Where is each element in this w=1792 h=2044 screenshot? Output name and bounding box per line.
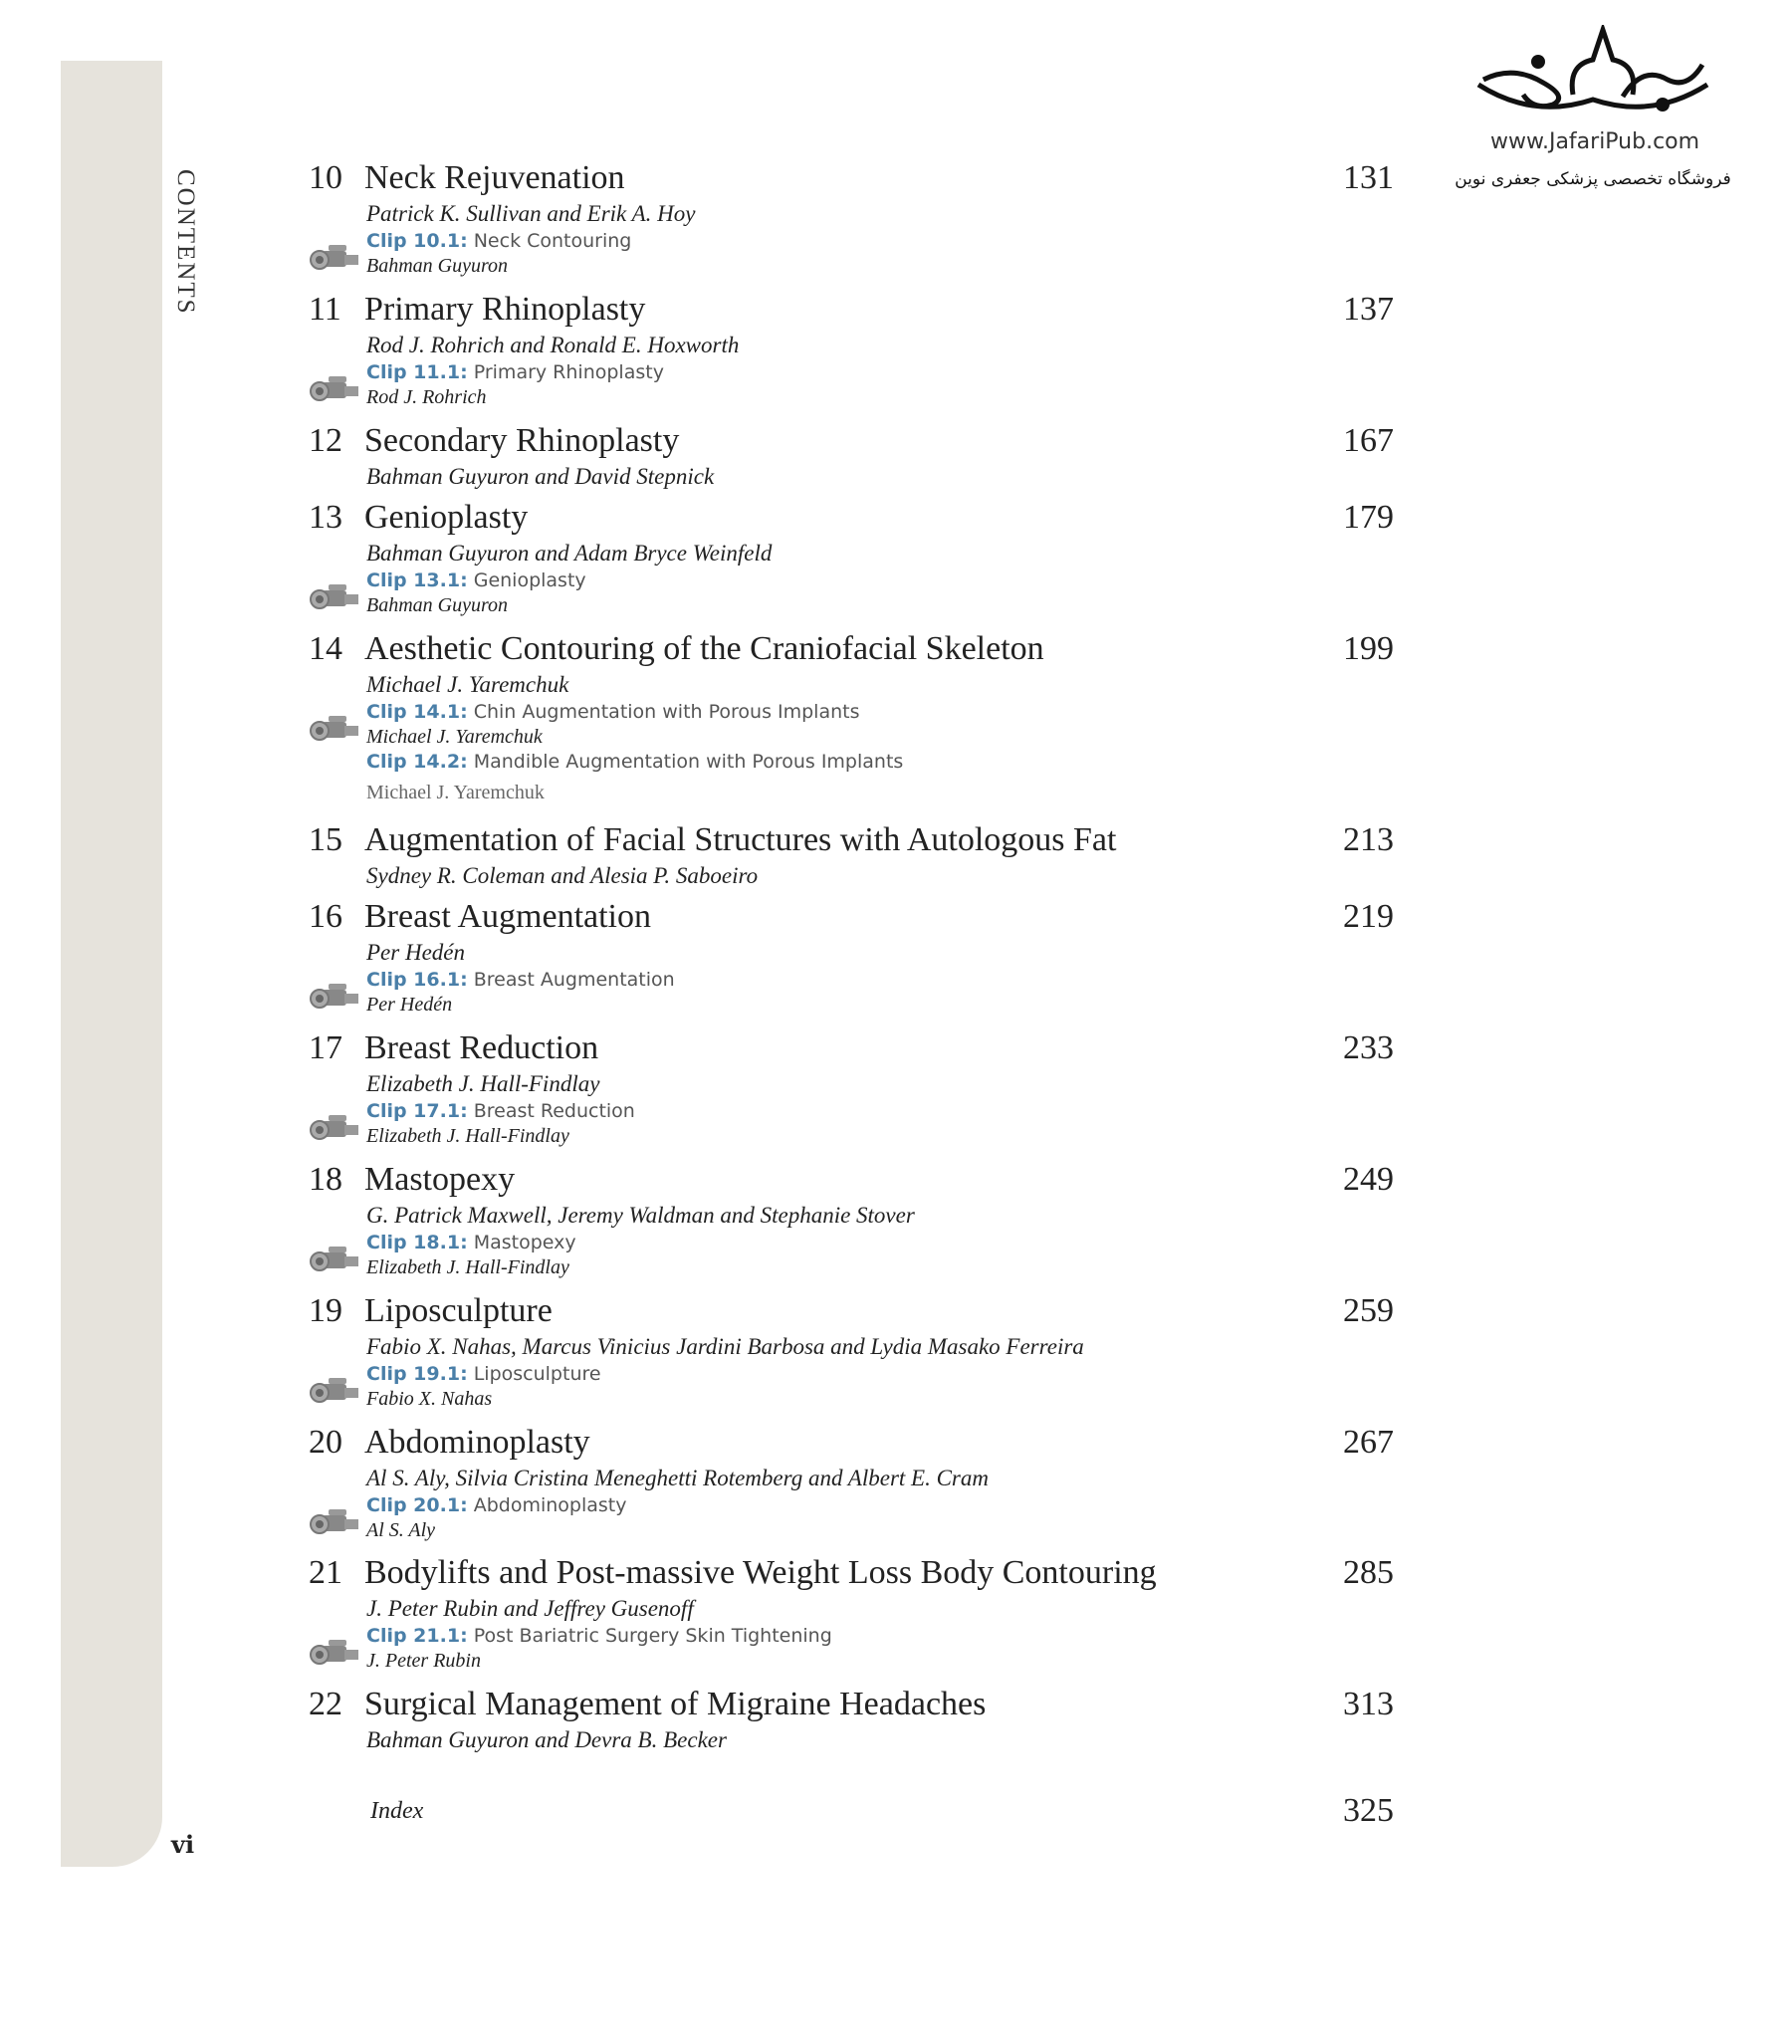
- video-camera-icon: [309, 1113, 360, 1143]
- chapter-number: 19: [309, 1292, 342, 1329]
- chapter-number: 14: [309, 630, 342, 667]
- chapter-authors: Elizabeth J. Hall-Findlay: [366, 1071, 600, 1096]
- chapter-page: 213: [1343, 821, 1394, 858]
- chapter-page: 259: [1343, 1292, 1394, 1329]
- chapter-title: Neck Rejuvenation: [364, 159, 625, 196]
- index-label: Index: [370, 1798, 424, 1824]
- chapter-authors: Sydney R. Coleman and Alesia P. Saboeiro: [366, 863, 759, 888]
- chapter-authors: Bahman Guyuron and Adam Bryce Weinfeld: [366, 541, 773, 566]
- video-camera-icon: [309, 243, 360, 273]
- toc-entry[interactable]: [309, 422, 1394, 492]
- video-clip[interactable]: [366, 968, 1394, 1018]
- chapter-page: 179: [1343, 499, 1394, 536]
- chapter-number: 12: [309, 422, 342, 459]
- video-clip[interactable]: [366, 1624, 1394, 1674]
- clip-title: Breast Augmentation: [473, 969, 675, 991]
- chapter-title: Surgical Management of Migraine Headaches: [364, 1686, 987, 1722]
- publisher-logo: [1473, 25, 1712, 124]
- chapter-authors: Michael J. Yaremchuk: [366, 672, 569, 697]
- video-camera-icon: [309, 582, 360, 612]
- clip-title: Breast Reduction: [473, 1100, 635, 1122]
- chapter-page: 131: [1343, 159, 1394, 196]
- clip-author: Bahman Guyuron: [366, 594, 509, 616]
- video-clip[interactable]: [366, 1099, 1394, 1149]
- video-clip[interactable]: [366, 229, 1394, 279]
- clip-id: Clip 18.1:: [366, 1232, 468, 1253]
- toc-entry[interactable]: [309, 1554, 1394, 1674]
- chapter-number: 20: [309, 1424, 342, 1461]
- clip-id: Clip 20.1:: [366, 1494, 468, 1516]
- chapter-number: 13: [309, 499, 342, 536]
- toc-entry[interactable]: [309, 1292, 1394, 1412]
- page-folio: vi: [171, 1830, 195, 1859]
- video-clip[interactable]: [366, 1231, 1394, 1280]
- clip-author: Elizabeth J. Hall-Findlay: [366, 1256, 569, 1278]
- chapter-authors: Al S. Aly, Silvia Cristina Meneghetti Rotemberg and Albert E. Cram: [366, 1466, 989, 1490]
- chapter-page: 137: [1343, 291, 1394, 328]
- chapter-title: Breast Augmentation: [364, 898, 652, 935]
- toc-entry[interactable]: [309, 630, 1394, 805]
- clip-id: Clip 17.1:: [366, 1100, 468, 1122]
- chapter-authors: Bahman Guyuron and Devra B. Becker: [366, 1727, 727, 1752]
- chapter-page: 233: [1343, 1029, 1394, 1066]
- video-camera-icon: [309, 1245, 360, 1274]
- clip-author: Al S. Aly: [366, 1519, 436, 1541]
- clip-author: Bahman Guyuron: [366, 255, 509, 277]
- chapter-number: 16: [309, 898, 342, 935]
- chapter-number: 11: [309, 291, 341, 328]
- clip-author: Michael J. Yaremchuk: [366, 726, 543, 748]
- chapter-authors: Bahman Guyuron and David Stepnick: [366, 464, 715, 489]
- video-camera-icon: [309, 714, 360, 744]
- chapter-title: Primary Rhinoplasty: [364, 291, 646, 328]
- toc-entry[interactable]: [309, 499, 1394, 618]
- publisher-tagline: فروشگاه تخصصی پزشکی جعفری نوین: [1455, 169, 1731, 189]
- chapter-number: 10: [309, 159, 342, 196]
- clip-author: Per Hedén: [366, 994, 453, 1016]
- chapter-page: 219: [1343, 898, 1394, 935]
- video-camera-icon: [309, 1507, 360, 1537]
- clip-id: Clip 10.1:: [366, 230, 468, 252]
- clip-id: Clip 14.1:: [366, 701, 468, 723]
- chapter-number: 17: [309, 1029, 342, 1066]
- toc-entry[interactable]: [309, 159, 1394, 279]
- clip-id: Clip 16.1:: [366, 969, 468, 991]
- chapter-page: 285: [1343, 1554, 1394, 1591]
- clip-title: Primary Rhinoplasty: [473, 361, 664, 383]
- chapter-number: 22: [309, 1686, 342, 1722]
- video-clip[interactable]: [366, 360, 1394, 410]
- chapter-number: 15: [309, 821, 342, 858]
- video-clip[interactable]: [366, 1493, 1394, 1543]
- chapter-page: 313: [1343, 1686, 1394, 1722]
- clip-id: Clip 14.2:: [366, 751, 468, 773]
- chapter-authors: Fabio X. Nahas, Marcus Vinicius Jardini Barbosa and Lydia Masako Ferreira: [366, 1334, 1084, 1359]
- publisher-url[interactable]: www.JafariPub.com: [1490, 129, 1700, 154]
- chapter-number: 21: [309, 1554, 342, 1591]
- clip-id: Clip 11.1:: [366, 361, 468, 383]
- sidebar-band: [61, 61, 162, 1867]
- clip-title: Mandible Augmentation with Porous Implants: [473, 751, 904, 773]
- clip-title: Mastopexy: [473, 1232, 576, 1253]
- chapter-page: 167: [1343, 422, 1394, 459]
- clip-id: Clip 21.1:: [366, 1625, 468, 1647]
- toc-index-entry[interactable]: [309, 1792, 1394, 1832]
- clip-title: Liposculpture: [473, 1363, 601, 1385]
- toc-entry[interactable]: [309, 898, 1394, 1018]
- clip-id: Clip 13.1:: [366, 569, 468, 591]
- clip-title: Genioplasty: [473, 569, 586, 591]
- chapter-title: Secondary Rhinoplasty: [364, 422, 680, 459]
- chapter-title: Bodylifts and Post-massive Weight Loss Body Contouring: [364, 1554, 1157, 1591]
- video-camera-icon: [309, 1376, 360, 1406]
- chapter-page: 267: [1343, 1424, 1394, 1461]
- video-clip[interactable]: [366, 750, 1394, 805]
- clip-author: J. Peter Rubin: [366, 1650, 481, 1672]
- toc-entry[interactable]: [309, 821, 1394, 891]
- toc-entry[interactable]: [309, 1424, 1394, 1543]
- chapter-title: Breast Reduction: [364, 1029, 599, 1066]
- index-page: 325: [1343, 1792, 1394, 1829]
- toc-entry[interactable]: [309, 1686, 1394, 1755]
- chapter-page: 249: [1343, 1161, 1394, 1198]
- clip-author: Fabio X. Nahas: [366, 1388, 493, 1410]
- chapter-title: Mastopexy: [364, 1161, 516, 1198]
- chapter-authors: Per Hedén: [366, 940, 465, 965]
- chapter-title: Abdominoplasty: [364, 1424, 590, 1461]
- clip-author: Rod J. Rohrich: [366, 386, 487, 408]
- video-clip[interactable]: [366, 700, 1394, 750]
- clip-id: Clip 19.1:: [366, 1363, 468, 1385]
- video-clip[interactable]: [366, 568, 1394, 618]
- clip-title: Neck Contouring: [473, 230, 632, 252]
- clip-author: Elizabeth J. Hall-Findlay: [366, 1125, 569, 1147]
- chapter-title: Liposculpture: [364, 1292, 553, 1329]
- clip-title: Chin Augmentation with Porous Implants: [473, 701, 860, 723]
- chapter-title: Aesthetic Contouring of the Craniofacial Skeleton: [364, 630, 1044, 667]
- toc-entry[interactable]: [309, 1029, 1394, 1149]
- video-camera-icon: [309, 374, 360, 404]
- clip-author: Michael J. Yaremchuk: [366, 782, 545, 803]
- clip-title: Abdominoplasty: [473, 1494, 627, 1516]
- chapter-title: Augmentation of Facial Structures with Autologous Fat: [364, 821, 1117, 858]
- video-clip[interactable]: [366, 1362, 1394, 1412]
- chapter-authors: J. Peter Rubin and Jeffrey Gusenoff: [366, 1596, 694, 1621]
- chapter-page: 199: [1343, 630, 1394, 667]
- chapter-title: Genioplasty: [364, 499, 529, 536]
- chapter-number: 18: [309, 1161, 342, 1198]
- toc-entry[interactable]: [309, 1161, 1394, 1280]
- video-camera-icon: [309, 1638, 360, 1668]
- toc-entry[interactable]: [309, 291, 1394, 410]
- video-camera-icon: [309, 982, 360, 1012]
- chapter-authors: Rod J. Rohrich and Ronald E. Hoxworth: [366, 333, 740, 357]
- clip-title: Post Bariatric Surgery Skin Tightening: [473, 1625, 832, 1647]
- chapter-authors: Patrick K. Sullivan and Erik A. Hoy: [366, 201, 696, 226]
- contents-label: CONTENTS: [172, 169, 199, 316]
- chapter-authors: G. Patrick Maxwell, Jeremy Waldman and Stephanie Stover: [366, 1203, 915, 1228]
